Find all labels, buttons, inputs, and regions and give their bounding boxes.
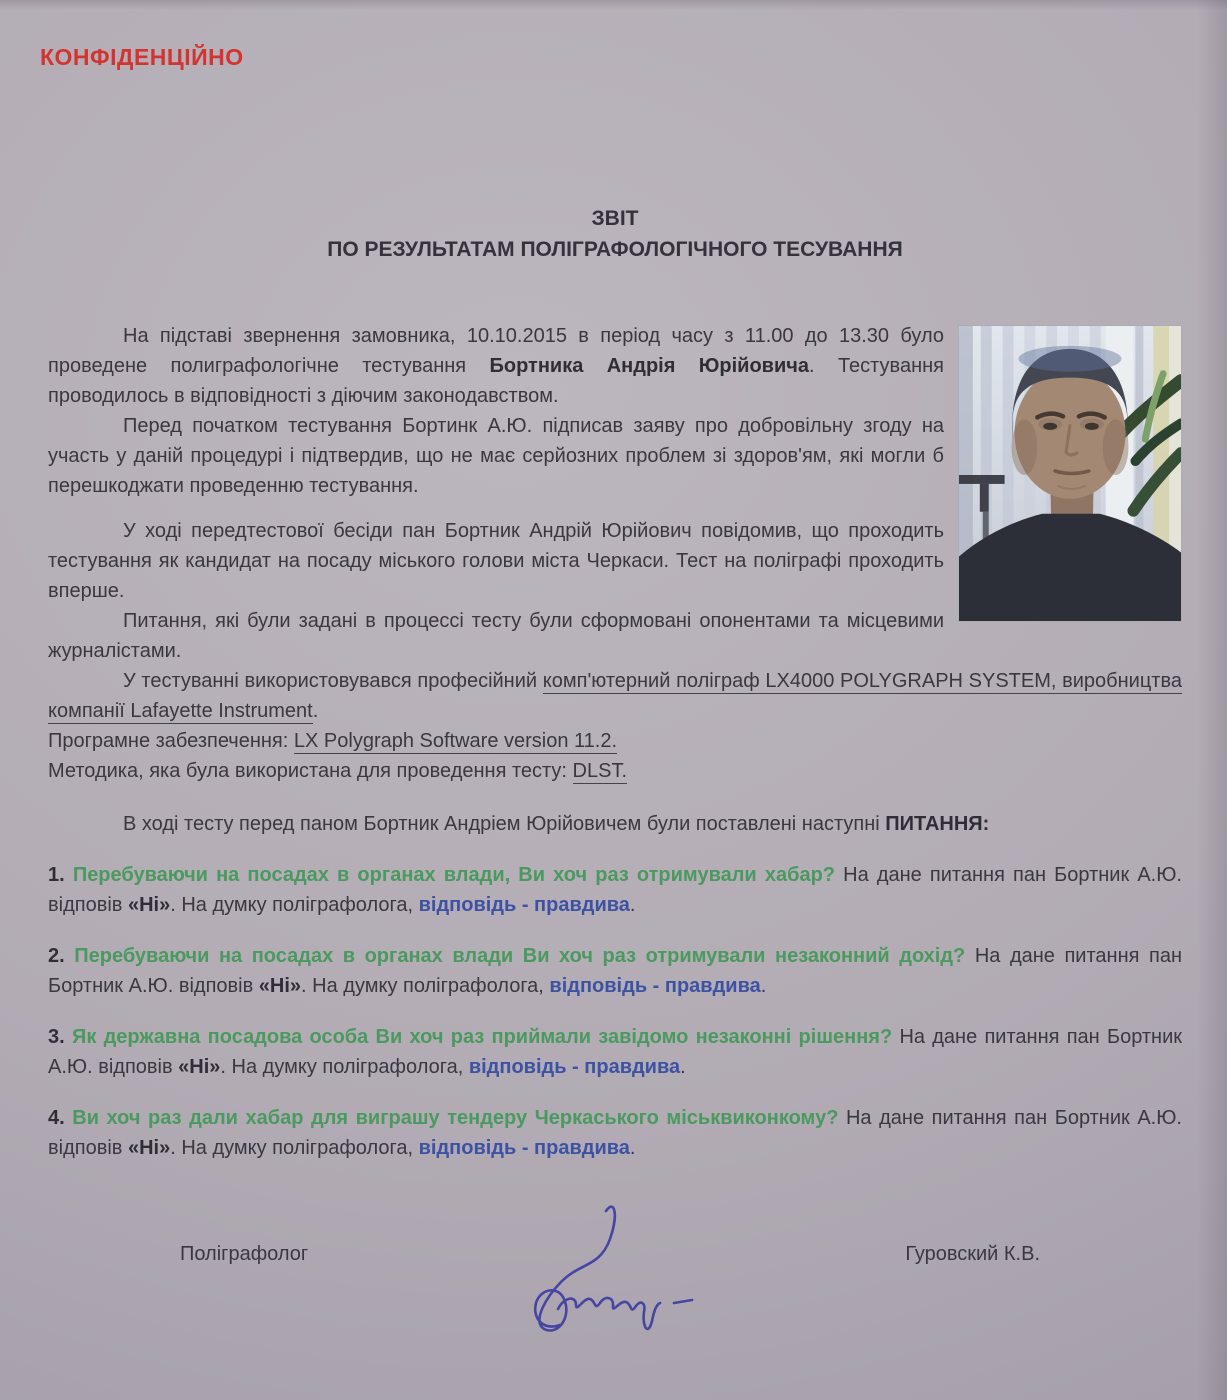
question-text: Як державна посадова особа Ви хоч раз приймали завідомо незаконні рішення? bbox=[71, 1026, 893, 1048]
answer-no: «Ні» bbox=[127, 1137, 171, 1159]
polygraph-model-underlined: комп'ютерний поліграф LX4000 POLYGRAPH SYSTEM, виробництва компанії Lafayette Instrument bbox=[48, 670, 1182, 722]
question-item-1 bbox=[48, 860, 1182, 920]
question-period: . bbox=[629, 894, 636, 916]
answer-no: «Ні» bbox=[258, 975, 302, 997]
question-text: Перебуваючи на посадах в органах влади, Ви хоч раз отримували хабар? bbox=[72, 864, 836, 886]
document-flow bbox=[48, 203, 1182, 1379]
signature-block bbox=[48, 1209, 1182, 1379]
signer-name: Гуровский К.В. bbox=[905, 1243, 1040, 1265]
question-item-4 bbox=[48, 1103, 1182, 1163]
question-opinion: . На думку поліграфолога, bbox=[170, 1137, 414, 1159]
subject-name: Бортника Андрія Юрійовича bbox=[489, 355, 810, 377]
question-period: . bbox=[629, 1137, 636, 1159]
portrait-photo-illustration bbox=[959, 326, 1181, 621]
report-title bbox=[48, 203, 1182, 265]
question-opinion: . На думку поліграфолога, bbox=[301, 975, 544, 997]
question-text: Перебуваючи на посадах в органах влади Ви хоч раз отримували незаконний дохід? bbox=[74, 945, 966, 967]
paragraph-equipment-tail: . bbox=[312, 700, 319, 722]
confidential-stamp: КОНФІДЕНЦІЙНО bbox=[40, 44, 244, 70]
question-response-intro: На дане питання пан Бортник А.Ю. відповів bbox=[48, 945, 1183, 997]
paragraph-pretest: У ході передтестової бесіди пан Бортник Андрій Юрійович повідомив, що проходить тестування як кандидат на посаду міського голови міста Черкаси. Тест на поліграфі проходить вперше. bbox=[48, 520, 944, 602]
report-title-line1: ЗВІТ bbox=[591, 207, 639, 230]
method-label: Методика, яка була використана для проведення тесту: bbox=[48, 760, 567, 782]
verdict-truthful: відповідь - правдива bbox=[418, 894, 630, 916]
question-item-2 bbox=[48, 941, 1182, 1001]
verdict-truthful: відповідь - правдива bbox=[549, 975, 761, 997]
paragraph-method bbox=[48, 756, 1182, 786]
question-response-intro: На дане питання пан Бортник А.Ю. відповів bbox=[48, 1107, 1182, 1159]
paragraph-questions-source: Питання, які були задані в процессі тесту були сформовані опонентами та місцевими журналістами. bbox=[48, 610, 944, 662]
questions-intro-heading: ПИТАННЯ: bbox=[885, 813, 990, 835]
photo-tint-overlay bbox=[959, 326, 1181, 621]
report-title-line2: ПО РЕЗУЛЬТАТАМ ПОЛІГРАФОЛОГІЧНОГО ТЕСУВАННЯ bbox=[327, 238, 903, 261]
question-opinion: . На думку поліграфолога, bbox=[220, 1056, 464, 1078]
question-item-3 bbox=[48, 1022, 1182, 1082]
signer-role-label: Поліграфолог bbox=[180, 1243, 309, 1265]
question-period: . bbox=[680, 1056, 686, 1078]
paragraph-questions-intro bbox=[48, 809, 1182, 839]
subject-photo bbox=[958, 325, 1182, 622]
question-opinion: . На думку поліграфолога, bbox=[170, 894, 414, 916]
paragraph-equipment bbox=[48, 666, 1182, 726]
answer-no: «Ні» bbox=[127, 894, 171, 916]
question-period: . bbox=[760, 975, 767, 997]
answer-no: «Ні» bbox=[178, 1056, 221, 1078]
software-version-underlined: LX Polygraph Software version 11.2. bbox=[293, 730, 618, 752]
question-number: 4. bbox=[48, 1107, 65, 1129]
paragraph-software bbox=[48, 726, 1182, 756]
question-number: 2. bbox=[48, 945, 65, 967]
question-response-intro: На дане питання пан Бортник А.Ю. відповів bbox=[48, 1026, 1183, 1078]
verdict-truthful: відповідь - правдива bbox=[418, 1137, 630, 1159]
question-text: Ви хоч раз дали хабар для виграшу тендеру Черкаського міськвиконкому? bbox=[72, 1107, 839, 1129]
software-label: Програмне забезпечення: bbox=[48, 730, 289, 752]
verdict-truthful: відповідь - правдива bbox=[468, 1056, 681, 1078]
question-number: 1. bbox=[48, 864, 65, 886]
paragraph-request-tail: . Тестування проводилось в відповідності з діючим законодавством. bbox=[48, 355, 944, 407]
report-body bbox=[48, 321, 1182, 1163]
paragraph-equipment-text: У тестуванні використовувався професійний bbox=[123, 670, 538, 692]
question-number: 3. bbox=[48, 1026, 65, 1048]
paragraph-request-text: На підставі звернення замовника, 10.10.2015 в період часу з 11.00 до 13.30 було проведене полиграфологічне тестування bbox=[48, 325, 944, 377]
question-response-intro: На дане питання пан Бортник А.Ю. відповів bbox=[48, 864, 1182, 916]
method-name-underlined: DLST. bbox=[572, 760, 628, 782]
paragraph-consent: Перед початком тестування Бортинк А.Ю. підписав заяву про добровільну згоду на участь у даній процедурі і підтвердив, що не має серйозних проблем зі здоров'ям, які могли б перешкоджати проведенню тестування. bbox=[48, 415, 944, 497]
handwritten-signature-ink bbox=[488, 1197, 738, 1357]
questions-intro-text: В ході тесту перед паном Бортник Андріем Юрійовичем були поставлені наступні bbox=[123, 813, 880, 835]
